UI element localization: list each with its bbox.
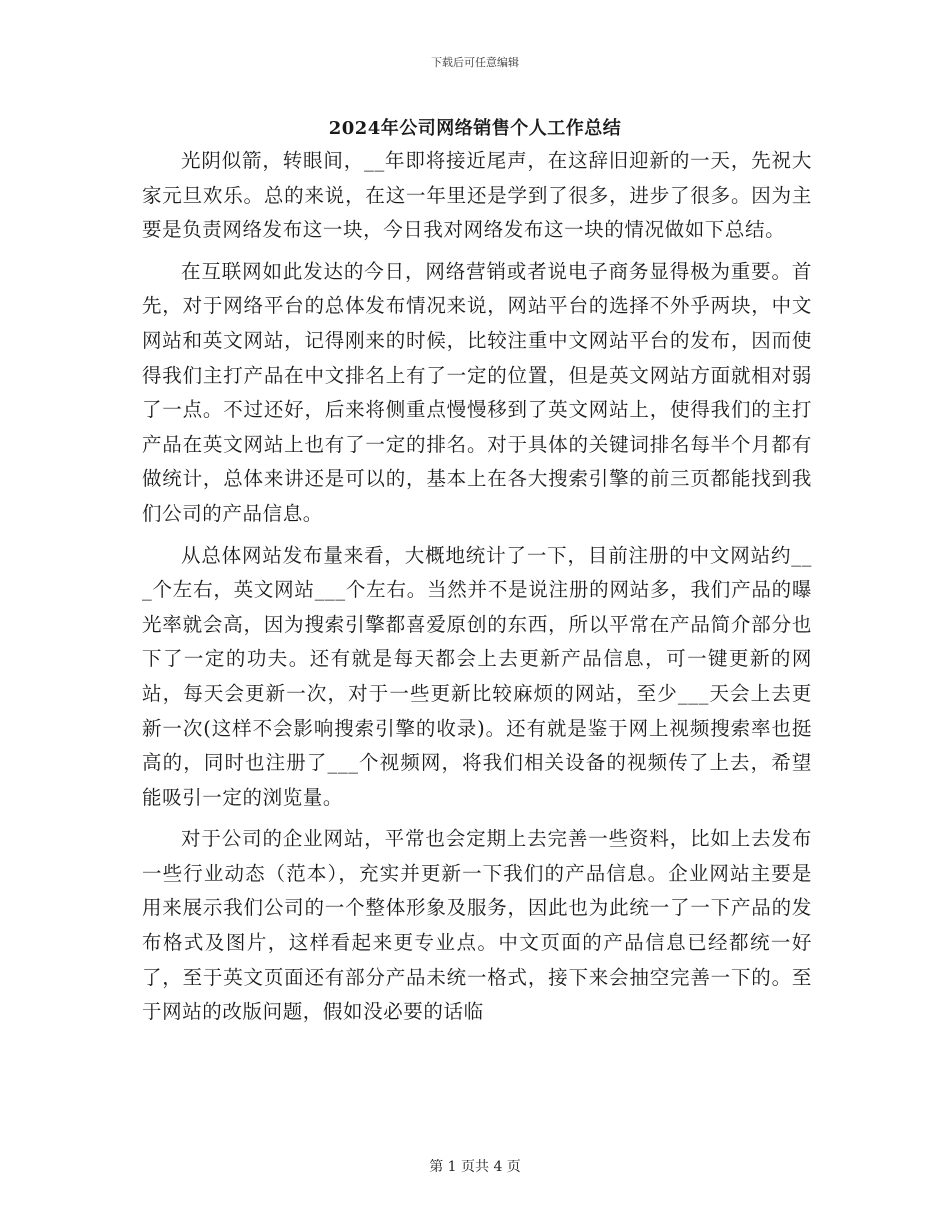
document-title: 2024年公司网络销售个人工作总结	[328, 118, 622, 139]
document-body	[142, 144, 812, 1037]
header-note: 下载后可任意编辑	[431, 56, 519, 69]
paragraph-4: 对于公司的企业网站，平常也会定期上去完善一些资料，比如上去发布一些行业动态（范本），充实并更新一下我们的产品信息。企业网站主要是用来展示我们公司的一个整体形象及服务，因此也为此统一了一下产品的发布格式及图片，这样看起来更专业点。中文页面的产品信息已经都统一好了，至于英文页面还有部分产品未统一格式，接下来会抽空完善一下的。至于网站的改版问题，假如没必要的话临	[142, 827, 812, 1024]
paragraph-1: 光阴似箭，转眼间，__年即将接近尾声，在这辞旧迎新的一天，先祝大家元旦欢乐。总的来说，在这一年里还是学到了很多，进步了很多。因为主要是负责网络发布这一块，今日我对网络发布这一块的情况做如下总结。	[142, 149, 812, 242]
page-number-footer: 第 1 页共 4 页	[429, 1159, 521, 1175]
paragraph-2: 在互联网如此发达的今日，网络营销或者说电子商务显得极为重要。首先，对于网络平台的总体发布情况来说，网站平台的选择不外乎两块，中文网站和英文网站，记得刚来的时候，比较注重中文网站平台的发布，因而使得我们主打产品在中文排名上有了一定的位置，但是英文网站方面就相对弱了一点。不过还好，后来将侧重点慢慢移到了英文网站上，使得我们的主打产品在英文网站上也有了一定的排名。对于具体的关键词排名每半个月都有做统计，总体来讲还是可以的，基本上在各大搜索引擎的前三页都能找到我们公司的产品信息。	[142, 259, 812, 525]
paragraph-3: 从总体网站发布量来看，大概地统计了一下，目前注册的中文网站约___个左右，英文网站___个左右。当然并不是说注册的网站多，我们产品的曝光率就会高，因为搜索引擎都喜爱原创的东西，所以平常在产品简介部分也下了一定的功夫。还有就是每天都会上去更新产品信息，可一键更新的网站，每天会更新一次，对于一些更新比较麻烦的网站，至少___天会上去更新一次(这样不会影响搜索引擎的收录)。还有就是鉴于网上视频搜索率也挺高的，同时也注册了___个视频网，将我们相关设备的视频传了上去，希望能吸引一定的浏览量。	[142, 543, 812, 809]
